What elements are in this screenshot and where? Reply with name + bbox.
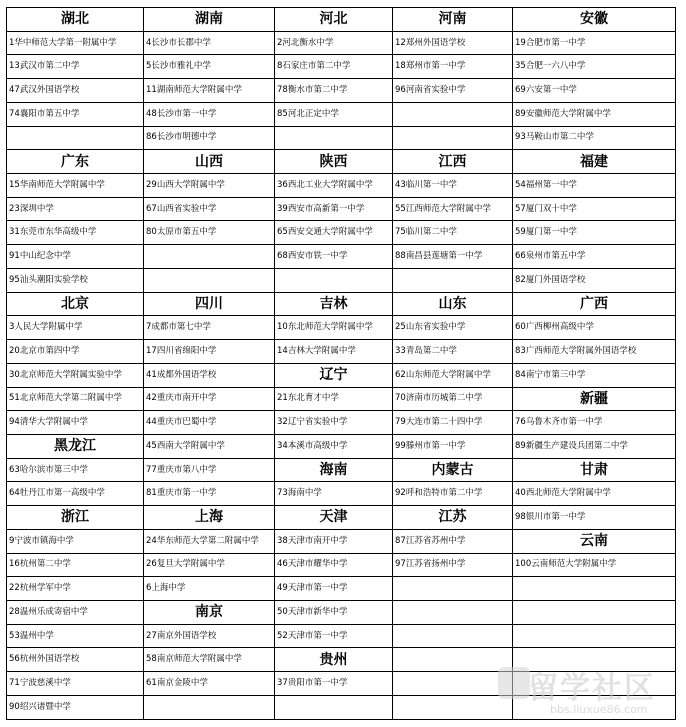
table-row xyxy=(7,245,676,269)
school-cell xyxy=(393,672,513,696)
school-cell: 96河南省实验中学 xyxy=(393,79,513,103)
school-cell: 73海南中学 xyxy=(275,482,393,506)
school-cell xyxy=(275,695,393,719)
table-row xyxy=(7,174,676,198)
school-cell: 48长沙市第一中学 xyxy=(144,102,275,126)
school-cell: 43临川第一中学 xyxy=(393,174,513,198)
school-cell: 39西安市高新第一中学 xyxy=(275,197,393,221)
province-cell: 江西 xyxy=(393,150,513,174)
table-row xyxy=(7,221,676,245)
school-cell: 94清华大学附属中学 xyxy=(7,411,144,435)
school-cell: 16杭州第二中学 xyxy=(7,553,144,577)
watermark-logo-icon xyxy=(498,667,530,699)
province-cell: 辽宁 xyxy=(275,363,393,387)
table-row xyxy=(7,197,676,221)
school-cell: 79大连市第二十四中学 xyxy=(393,411,513,435)
school-cell: 70济南市历城第二中学 xyxy=(393,387,513,411)
province-cell: 四川 xyxy=(144,292,275,316)
school-cell: 89安徽师范大学附属中学 xyxy=(513,102,676,126)
table-row xyxy=(7,268,676,292)
province-cell: 上海 xyxy=(144,506,275,530)
province-cell: 广西 xyxy=(513,292,676,316)
school-cell xyxy=(393,102,513,126)
school-cell: 67山西省实验中学 xyxy=(144,197,275,221)
province-cell: 陕西 xyxy=(275,150,393,174)
province-cell: 吉林 xyxy=(275,292,393,316)
school-cell: 84南宁市第三中学 xyxy=(513,363,676,387)
province-cell: 南京 xyxy=(144,600,275,624)
province-cell: 海南 xyxy=(275,458,393,482)
table-row xyxy=(7,529,676,553)
province-cell: 福建 xyxy=(513,150,676,174)
province-cell: 河南 xyxy=(393,8,513,32)
school-cell: 91中山纪念中学 xyxy=(7,245,144,269)
school-cell: 28温州乐成寄宿中学 xyxy=(7,600,144,624)
school-cell: 52天津市第一中学 xyxy=(275,624,393,648)
province-header-row xyxy=(7,150,676,174)
school-cell: 3人民大学附属中学 xyxy=(7,316,144,340)
school-cell: 88南昌县莲塘第一中学 xyxy=(393,245,513,269)
school-cell: 83广西师范大学附属外国语学校 xyxy=(513,340,676,364)
school-cell: 58南京师范大学附属中学 xyxy=(144,648,275,672)
province-cell: 湖南 xyxy=(144,8,275,32)
school-cell xyxy=(393,577,513,601)
school-cell xyxy=(7,126,144,150)
table-row xyxy=(7,79,676,103)
school-cell: 24华东师范大学第二附属中学 xyxy=(144,529,275,553)
school-cell: 98银川市第一中学 xyxy=(513,506,676,530)
school-cell: 63哈尔滨市第三中学 xyxy=(7,458,144,482)
table-row xyxy=(7,600,676,624)
province-cell: 贵州 xyxy=(275,648,393,672)
site-watermark xyxy=(498,663,668,721)
school-table xyxy=(6,7,676,720)
province-cell: 广东 xyxy=(7,150,144,174)
school-cell: 81重庆市第一中学 xyxy=(144,482,275,506)
school-cell: 31东莞市东华高级中学 xyxy=(7,221,144,245)
school-cell: 5长沙市雅礼中学 xyxy=(144,55,275,79)
school-cell: 19合肥市第一中学 xyxy=(513,31,676,55)
school-cell xyxy=(393,126,513,150)
table-row xyxy=(7,316,676,340)
school-cell xyxy=(513,577,676,601)
school-cell: 85河北正定中学 xyxy=(275,102,393,126)
school-cell: 23深圳中学 xyxy=(7,197,144,221)
table-row xyxy=(7,340,676,364)
province-cell: 黑龙江 xyxy=(7,434,144,458)
province-cell: 甘肃 xyxy=(513,458,676,482)
province-cell: 江苏 xyxy=(393,506,513,530)
province-header-row xyxy=(7,8,676,32)
school-cell: 50天津市新华中学 xyxy=(275,600,393,624)
school-cell: 100云南师范大学附属中学 xyxy=(513,553,676,577)
school-cell xyxy=(513,600,676,624)
school-cell: 87江苏省苏州中学 xyxy=(393,529,513,553)
school-cell: 51北京师范大学第二附属中学 xyxy=(7,387,144,411)
school-cell: 6上海中学 xyxy=(144,577,275,601)
school-cell: 1华中师范大学第一附属中学 xyxy=(7,31,144,55)
province-cell: 河北 xyxy=(275,8,393,32)
school-cell xyxy=(275,268,393,292)
school-cell: 82厦门外国语学校 xyxy=(513,268,676,292)
school-cell: 80太原市第五中学 xyxy=(144,221,275,245)
table-row xyxy=(7,363,676,387)
school-cell xyxy=(393,268,513,292)
table-row xyxy=(7,624,676,648)
school-cell: 37贵阳市第一中学 xyxy=(275,672,393,696)
school-cell: 77重庆市第八中学 xyxy=(144,458,275,482)
school-cell: 36西北工业大学附属中学 xyxy=(275,174,393,198)
school-cell: 76乌鲁木齐市第一中学 xyxy=(513,411,676,435)
school-cell: 62山东师范大学附属中学 xyxy=(393,363,513,387)
school-cell xyxy=(393,600,513,624)
school-cell: 12郑州外国语学校 xyxy=(393,31,513,55)
school-cell: 89新疆生产建设兵团第二中学 xyxy=(513,434,676,458)
table-row xyxy=(7,577,676,601)
school-cell: 90绍兴诸暨中学 xyxy=(7,695,144,719)
table-row xyxy=(7,102,676,126)
school-ranking-sheet xyxy=(6,7,675,720)
school-cell: 75临川第二中学 xyxy=(393,221,513,245)
school-cell xyxy=(144,245,275,269)
school-cell: 47武汉外国语学校 xyxy=(7,79,144,103)
province-header-row xyxy=(7,292,676,316)
school-cell: 22杭州学军中学 xyxy=(7,577,144,601)
school-cell: 11湖南师范大学附属中学 xyxy=(144,79,275,103)
school-cell xyxy=(393,624,513,648)
school-cell xyxy=(144,268,275,292)
table-row xyxy=(7,387,676,411)
school-cell: 29山西大学附属中学 xyxy=(144,174,275,198)
province-cell: 新疆 xyxy=(513,387,676,411)
table-row xyxy=(7,31,676,55)
school-cell: 41成都外国语学校 xyxy=(144,363,275,387)
school-cell: 95汕头潮阳实验学校 xyxy=(7,268,144,292)
school-cell: 27南京外国语学校 xyxy=(144,624,275,648)
school-cell: 17四川省绵阳中学 xyxy=(144,340,275,364)
province-cell: 山东 xyxy=(393,292,513,316)
table-row xyxy=(7,482,676,506)
school-cell: 68西安市铁一中学 xyxy=(275,245,393,269)
school-cell: 10东北师范大学附属中学 xyxy=(275,316,393,340)
table-row xyxy=(7,553,676,577)
school-cell: 45西南大学附属中学 xyxy=(144,434,275,458)
school-cell: 55江西师范大学附属中学 xyxy=(393,197,513,221)
school-cell: 18郑州市第一中学 xyxy=(393,55,513,79)
table-row xyxy=(7,434,676,458)
school-cell: 7成都市第七中学 xyxy=(144,316,275,340)
school-cell: 74襄阳市第五中学 xyxy=(7,102,144,126)
school-cell: 21东北育才中学 xyxy=(275,387,393,411)
province-cell: 北京 xyxy=(7,292,144,316)
school-cell xyxy=(275,126,393,150)
school-cell: 56杭州外国语学校 xyxy=(7,648,144,672)
province-cell: 云南 xyxy=(513,529,676,553)
school-cell: 71宁波慈溪中学 xyxy=(7,672,144,696)
school-cell: 35合肥一六八中学 xyxy=(513,55,676,79)
school-cell: 44重庆市巴蜀中学 xyxy=(144,411,275,435)
school-cell: 15华南师范大学附属中学 xyxy=(7,174,144,198)
school-cell xyxy=(393,648,513,672)
school-cell: 34本溪市高级中学 xyxy=(275,434,393,458)
school-cell: 66泉州市第五中学 xyxy=(513,245,676,269)
school-cell: 54福州第一中学 xyxy=(513,174,676,198)
school-cell: 93马鞍山市第二中学 xyxy=(513,126,676,150)
school-cell: 38天津市南开中学 xyxy=(275,529,393,553)
school-cell: 57厦门双十中学 xyxy=(513,197,676,221)
table-row xyxy=(7,411,676,435)
school-cell: 42重庆市南开中学 xyxy=(144,387,275,411)
school-cell: 92呼和浩特市第二中学 xyxy=(393,482,513,506)
table-row xyxy=(7,126,676,150)
school-cell: 26复旦大学附属中学 xyxy=(144,553,275,577)
watermark-url: bbs.liuxue86.com xyxy=(550,703,648,716)
school-cell: 61南京金陵中学 xyxy=(144,672,275,696)
school-cell: 59厦门第一中学 xyxy=(513,221,676,245)
school-cell: 65西安交通大学附属中学 xyxy=(275,221,393,245)
province-cell: 内蒙古 xyxy=(393,458,513,482)
province-cell: 安徽 xyxy=(513,8,676,32)
table-row xyxy=(7,55,676,79)
school-cell: 40西北师范大学附属中学 xyxy=(513,482,676,506)
watermark-text: 留学社区 xyxy=(528,671,656,706)
school-cell xyxy=(513,624,676,648)
school-cell: 64牡丹江市第一高级中学 xyxy=(7,482,144,506)
school-cell: 99滕州市第一中学 xyxy=(393,434,513,458)
school-cell: 4长沙市长郡中学 xyxy=(144,31,275,55)
school-cell: 30北京师范大学附属实验中学 xyxy=(7,363,144,387)
province-cell: 浙江 xyxy=(7,506,144,530)
school-cell: 32辽宁省实验中学 xyxy=(275,411,393,435)
school-cell: 9宁波市镇海中学 xyxy=(7,529,144,553)
school-cell: 33青岛第二中学 xyxy=(393,340,513,364)
province-cell: 山西 xyxy=(144,150,275,174)
school-cell: 49天津市第一中学 xyxy=(275,577,393,601)
school-cell: 13武汉市第二中学 xyxy=(7,55,144,79)
school-cell: 20北京市第四中学 xyxy=(7,340,144,364)
province-header-row xyxy=(7,506,676,530)
school-cell: 14吉林大学附属中学 xyxy=(275,340,393,364)
school-cell: 69六安第一中学 xyxy=(513,79,676,103)
school-cell: 60广西柳州高级中学 xyxy=(513,316,676,340)
school-cell: 86长沙市明德中学 xyxy=(144,126,275,150)
province-cell: 湖北 xyxy=(7,8,144,32)
table-row xyxy=(7,458,676,482)
school-cell: 46天津市耀华中学 xyxy=(275,553,393,577)
school-cell: 78衡水市第二中学 xyxy=(275,79,393,103)
school-cell: 2河北衡水中学 xyxy=(275,31,393,55)
school-cell: 8石家庄市第二中学 xyxy=(275,55,393,79)
school-cell: 53温州中学 xyxy=(7,624,144,648)
school-cell xyxy=(393,695,513,719)
table-body xyxy=(7,8,676,720)
school-cell xyxy=(144,695,275,719)
province-cell: 天津 xyxy=(275,506,393,530)
school-cell: 97江苏省扬州中学 xyxy=(393,553,513,577)
school-cell: 25山东省实验中学 xyxy=(393,316,513,340)
